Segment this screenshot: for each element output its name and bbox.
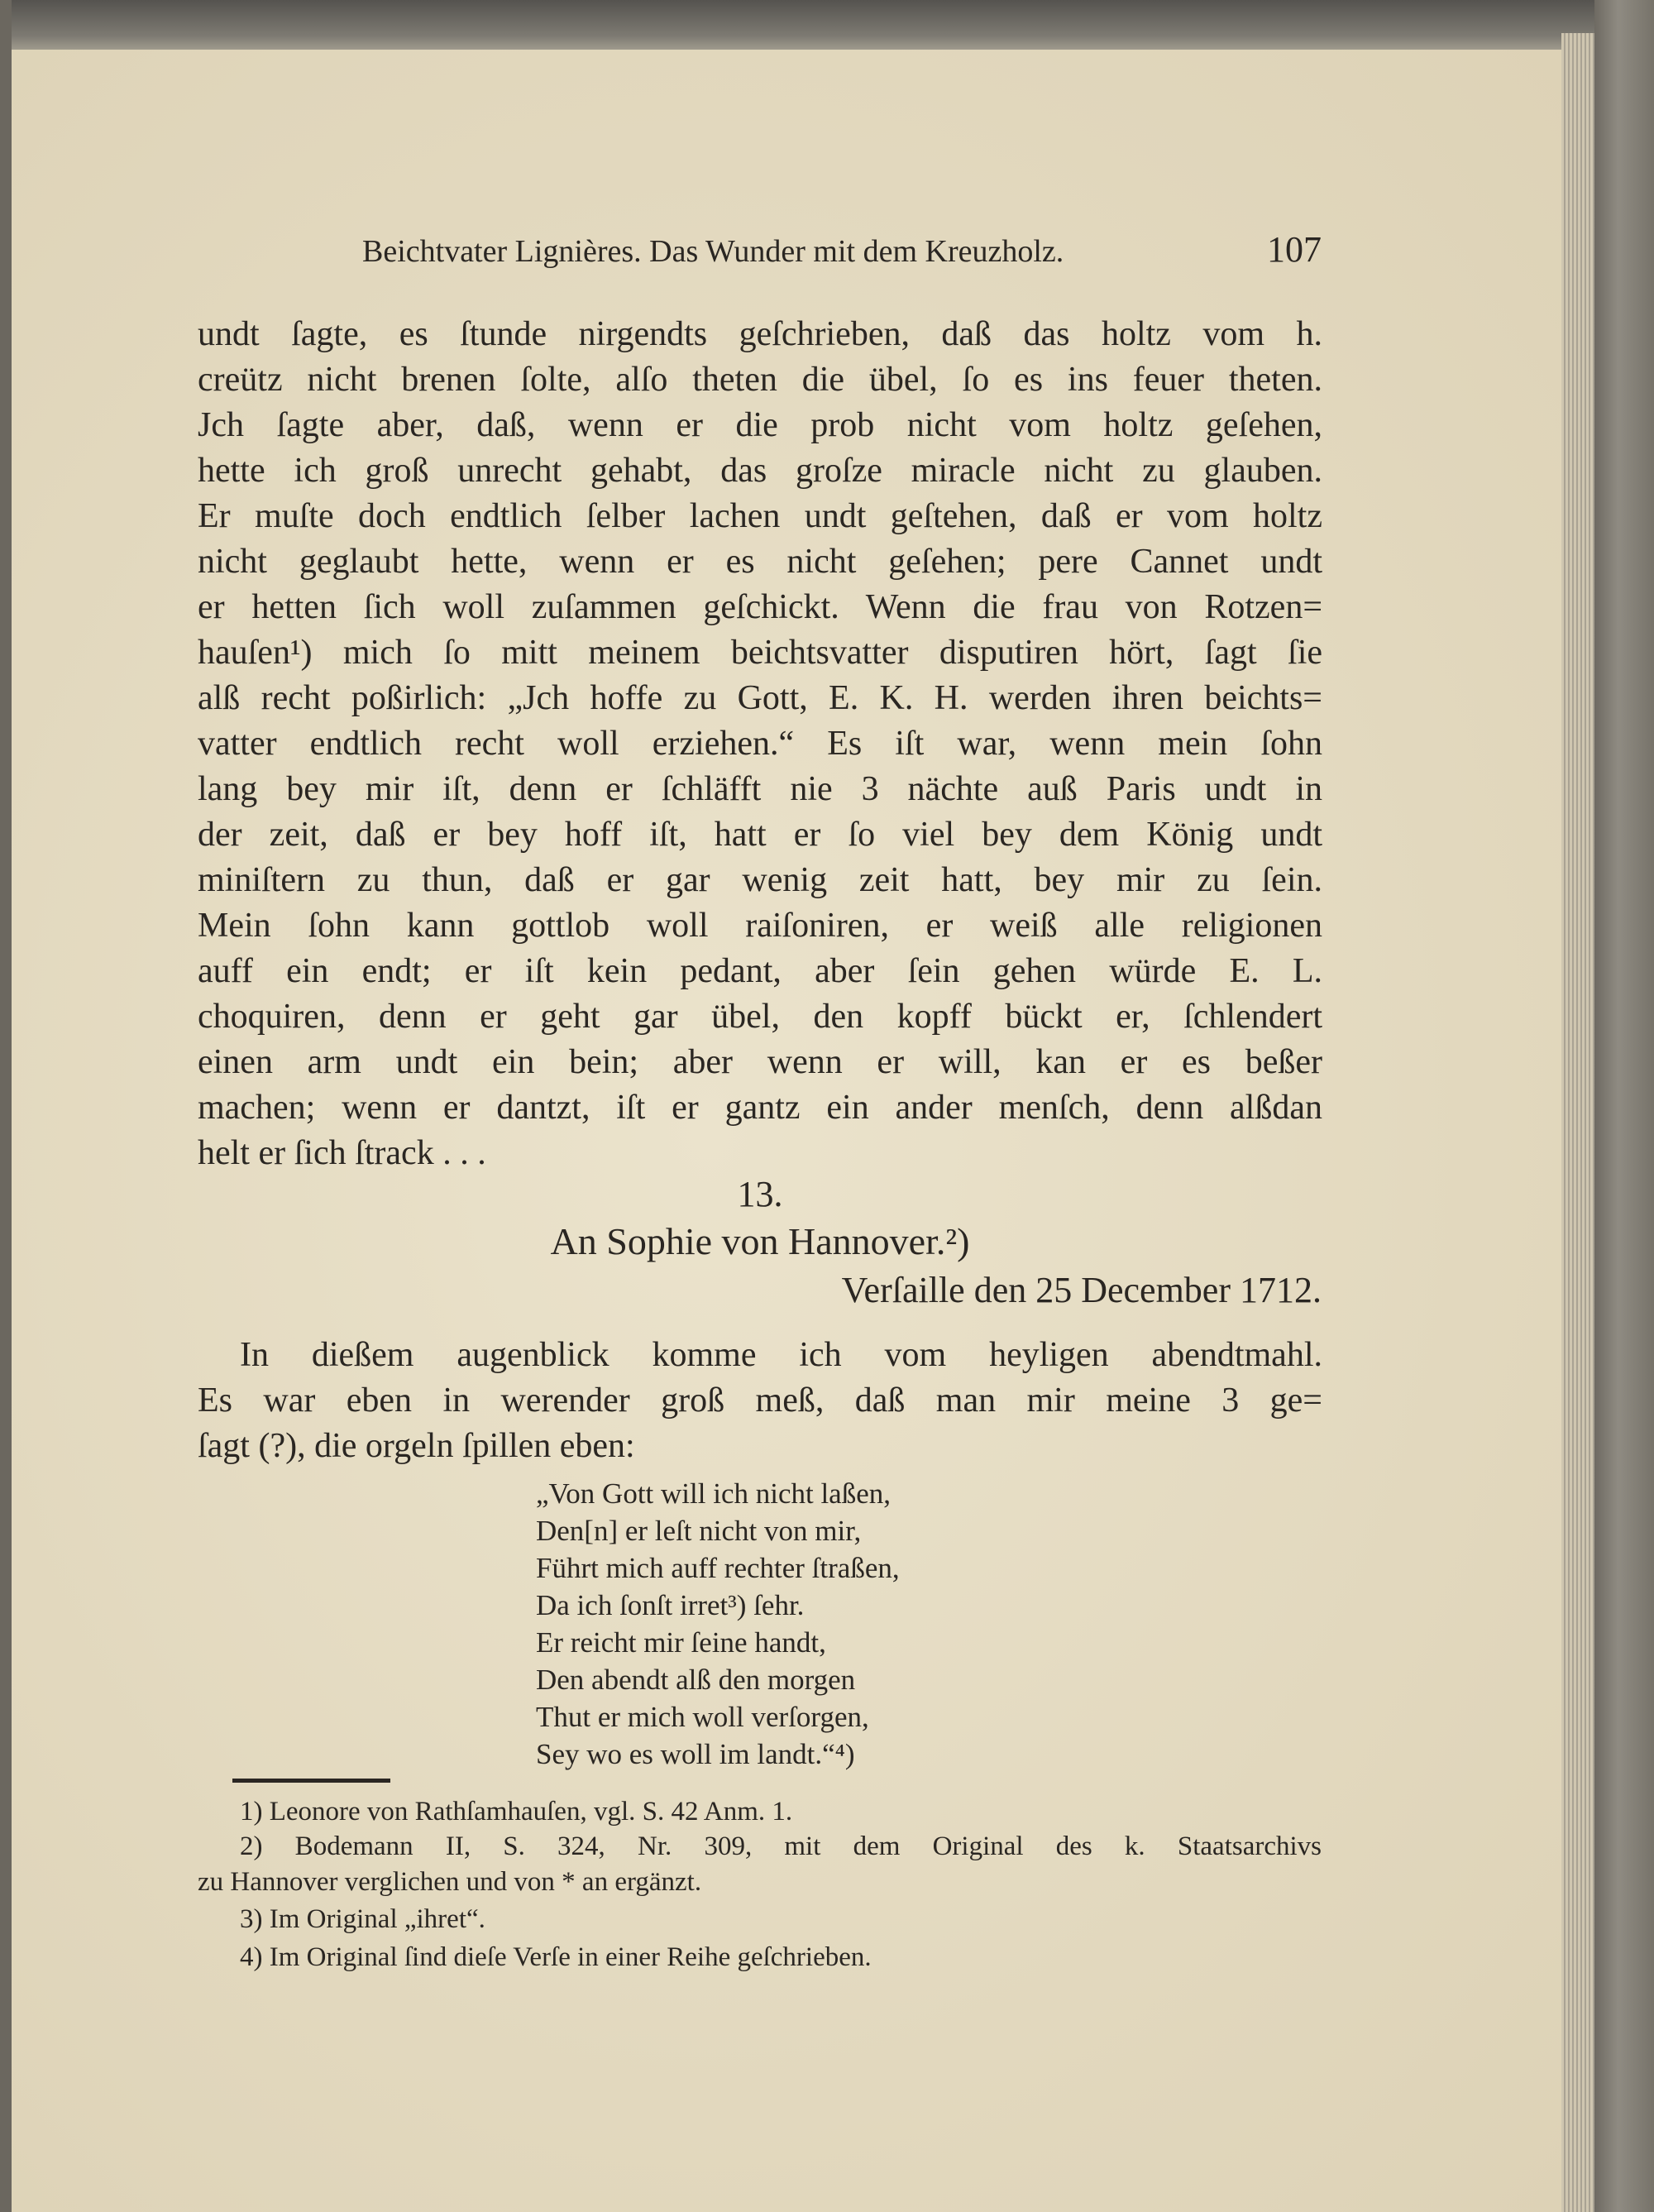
body-line: Jch ſagte aber, daß, wenn er die prob nicht vom holtz geſehen, <box>198 406 1322 444</box>
body-line: creütz nicht brenen ſolte, alſo theten die übel, ſo es ins feuer theten. <box>198 361 1322 399</box>
letter-addressee: An Sophie von Hannover.²) <box>550 1220 970 1262</box>
footnote: 4) Im Original ſind dieſe Verſe in einer Reihe geſchrieben. <box>240 1942 872 1972</box>
body-line: hauſen¹) mich ſo mitt meinem beichtsvatter disputiren hört, ſagt ſie <box>198 634 1322 672</box>
book-cover-top <box>0 0 1654 51</box>
footnote: zu Hannover verglichen und von * an ergänzt. <box>198 1867 702 1897</box>
footnote: 1) Leonore von Rathſamhauſen, vgl. S. 42 Anm. 1. <box>240 1797 793 1827</box>
body-line: der zeit, daß er bey hoff iſt, hatt er ſo viel bey dem König undt <box>198 816 1322 854</box>
body-line: miniſtern zu thun, daß er gar wenig zeit hatt, bey mir zu ſein. <box>198 861 1322 899</box>
body-line: Mein ſohn kann gottlob woll raiſoniren, er weiß alle religionen <box>198 907 1322 945</box>
body-line: einen arm undt ein bein; aber wenn er will, kan er es beßer <box>198 1043 1322 1081</box>
verse-line: Führt mich auff rechter ſtraßen, <box>536 1552 900 1584</box>
footnote: 2) Bodemann II, S. 324, Nr. 309, mit dem Original des k. Staatsarchivs <box>240 1831 1322 1861</box>
page-number: 107 <box>1267 229 1322 270</box>
body-line: er hetten ſich woll zuſammen geſchickt. Wenn die frau von Rotzen= <box>198 588 1322 626</box>
book-cover-right <box>1594 0 1654 2212</box>
body-line: undt ſagte, es ſtunde nirgendts geſchrieben, daß das holtz vom h. <box>198 315 1322 353</box>
book-cover-left <box>0 0 12 2212</box>
letter-line: In dießem augenblick komme ich vom heyligen abendtmahl. <box>240 1336 1322 1374</box>
letter-line: Es war eben in werender groß meß, daß man mir meine 3 ge= <box>198 1381 1322 1420</box>
letter-date: Verſaille den 25 December 1712. <box>841 1270 1322 1310</box>
verse-line: Da ich ſonſt irret³) ſehr. <box>536 1589 805 1621</box>
body-line: Er muſte doch endtlich ſelber lachen undt geſtehen, daß er vom holtz <box>198 497 1322 535</box>
body-line: auff ein endt; er iſt kein pedant, aber ſein gehen würde E. L. <box>198 952 1322 990</box>
letter-number: 13. <box>737 1174 783 1214</box>
running-header <box>362 229 1322 271</box>
body-line: nicht geglaubt hette, wenn er es nicht geſehen; pere Cannet undt <box>198 543 1322 581</box>
footnote-rule <box>232 1779 390 1783</box>
letter-line: ſagt (?), die orgeln ſpillen eben: <box>198 1427 635 1465</box>
body-line: alß recht poßirlich: „Jch hoffe zu Gott, E. K. H. werden ihren beichts= <box>198 679 1322 717</box>
verse-line: Den[n] er leſt nicht von mir, <box>536 1515 862 1547</box>
running-title: Beichtvater Lignières. Das Wunder mit dem Kreuzholz. <box>362 234 1064 269</box>
body-line: choquiren, denn er geht gar übel, den kopff bückt er, ſchlendert <box>198 998 1322 1036</box>
body-line: hette ich groß unrecht gehabt, das groſze miracle nicht zu glauben. <box>198 452 1322 490</box>
page-edges <box>1561 33 1594 2212</box>
body-line: vatter endtlich recht woll erziehen.“ Es iſt war, wenn mein ſohn <box>198 725 1322 763</box>
body-line: helt er ſich ſtrack . . . <box>198 1134 486 1172</box>
verse-line: „Von Gott will ich nicht laßen, <box>536 1477 892 1510</box>
verse-line: Er reicht mir ſeine handt, <box>536 1626 826 1659</box>
verse-line: Sey wo es woll im landt.“⁴) <box>536 1738 855 1770</box>
verse-line: Den abendt alß den morgen <box>536 1664 856 1696</box>
body-line: lang bey mir iſt, denn er ſchläfft nie 3 nächte auß Paris undt in <box>198 770 1322 808</box>
body-line: machen; wenn er dantzt, iſt er gantz ein ander menſch, denn alßdan <box>198 1089 1322 1127</box>
footnote: 3) Im Original „ihret“. <box>240 1904 485 1934</box>
verse-line: Thut er mich woll verſorgen, <box>536 1701 869 1733</box>
